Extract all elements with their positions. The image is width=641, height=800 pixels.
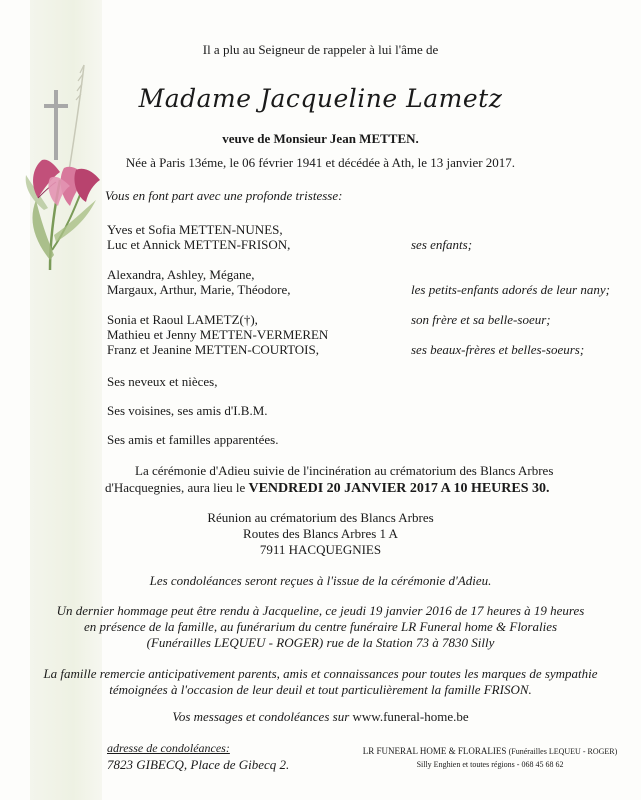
family-relation: ses beaux-frères et belles-soeurs; — [411, 342, 585, 357]
website-link[interactable]: www.funeral-home.be — [352, 709, 469, 724]
family-line: Sonia et Raoul LAMETZ(†), — [107, 312, 258, 327]
homage-line: en présence de la famille, au funérarium du centre funéraire LR Funeral home & Floralies — [83, 619, 558, 634]
family-relation: les petits-enfants adorés de leur nany; — [411, 282, 610, 297]
deceased-name: Madame Jacqueline Lametz — [138, 84, 503, 113]
family-relation: son frère et sa belle-soeur; — [411, 312, 551, 327]
meeting-line: 7911 HACQUEGNIES — [259, 542, 382, 557]
widow-of: veuve de Monsieur Jean METTEN. — [222, 131, 419, 146]
family-line: Margaux, Arthur, Marie, Théodore, — [107, 282, 291, 297]
family-line: Franz et Jeanine METTEN-COURTOIS, — [107, 342, 319, 357]
family-relation: ses enfants; — [411, 237, 473, 252]
address-label: adresse de condoléances: — [107, 741, 230, 755]
meeting-line: Routes des Blancs Arbres 1 A — [243, 526, 398, 541]
meeting-line: Réunion au crématorium des Blancs Arbres — [207, 510, 434, 525]
thanks-line: témoignées à l'occasion de leur deuil et tout particulièrement la famille FRISON. — [109, 682, 532, 697]
ceremony-date: VENDREDI 20 JANVIER 2017 A 10 HEURES 30. — [248, 481, 550, 496]
homage-line: (Funérailles LEQUEU - ROGER) rue de la Station 73 à 7830 Silly — [146, 635, 495, 650]
messages-line: Vos messages et condoléances sur www.funeral-home.be — [172, 709, 469, 724]
others-line: Ses neveux et nièces, — [107, 374, 218, 389]
family-line: Mathieu et Jenny METTEN-VERMEREN — [107, 327, 329, 342]
announcement: Vous en font part avec une profonde tristesse: — [105, 188, 343, 203]
family-line: Yves et Sofia METTEN-NUNES, — [107, 222, 283, 237]
address-text: 7823 GIBECQ, Place de Gibecq 2. — [107, 757, 290, 772]
intro-text: Il a plu au Seigneur de rappeler à lui l'âme de — [202, 42, 439, 57]
funeral-home-line1: LR FUNERAL HOME & FLORALIES (Funérailles LEQUEU - ROGER) — [362, 746, 618, 756]
others-line: Ses voisines, ses amis d'I.B.M. — [107, 403, 268, 418]
birth-death: Née à Paris 13éme, le 06 février 1941 et décédée à Ath, le 13 janvier 2017. — [125, 155, 516, 170]
funeral-home-line2: Silly Enghien et toutes régions - 068 45 68 62 — [416, 760, 564, 769]
others-line: Ses amis et familles apparentées. — [107, 432, 279, 447]
ceremony-text: La cérémonie d'Adieu suivie de l'incinération au crématorium des Blancs Arbres — [135, 463, 554, 478]
family-line: Luc et Annick METTEN-FRISON, — [107, 237, 291, 252]
homage-line: Un dernier hommage peut être rendu à Jacqueline, ce jeudi 19 janvier 2016 de 17 heures à 19 heures — [56, 603, 585, 618]
ceremony-text-2: d'Hacquegnies, aura lieu le VENDREDI 20 JANVIER 2017 A 10 HEURES 30. — [105, 480, 550, 496]
thanks-line: La famille remercie anticipativement parents, amis et connaissances pour toutes les marques de sympathie — [43, 666, 598, 681]
condolences-note: Les condoléances seront reçues à l'issue de la cérémonie d'Adieu. — [149, 573, 492, 588]
family-line: Alexandra, Ashley, Mégane, — [107, 267, 255, 282]
